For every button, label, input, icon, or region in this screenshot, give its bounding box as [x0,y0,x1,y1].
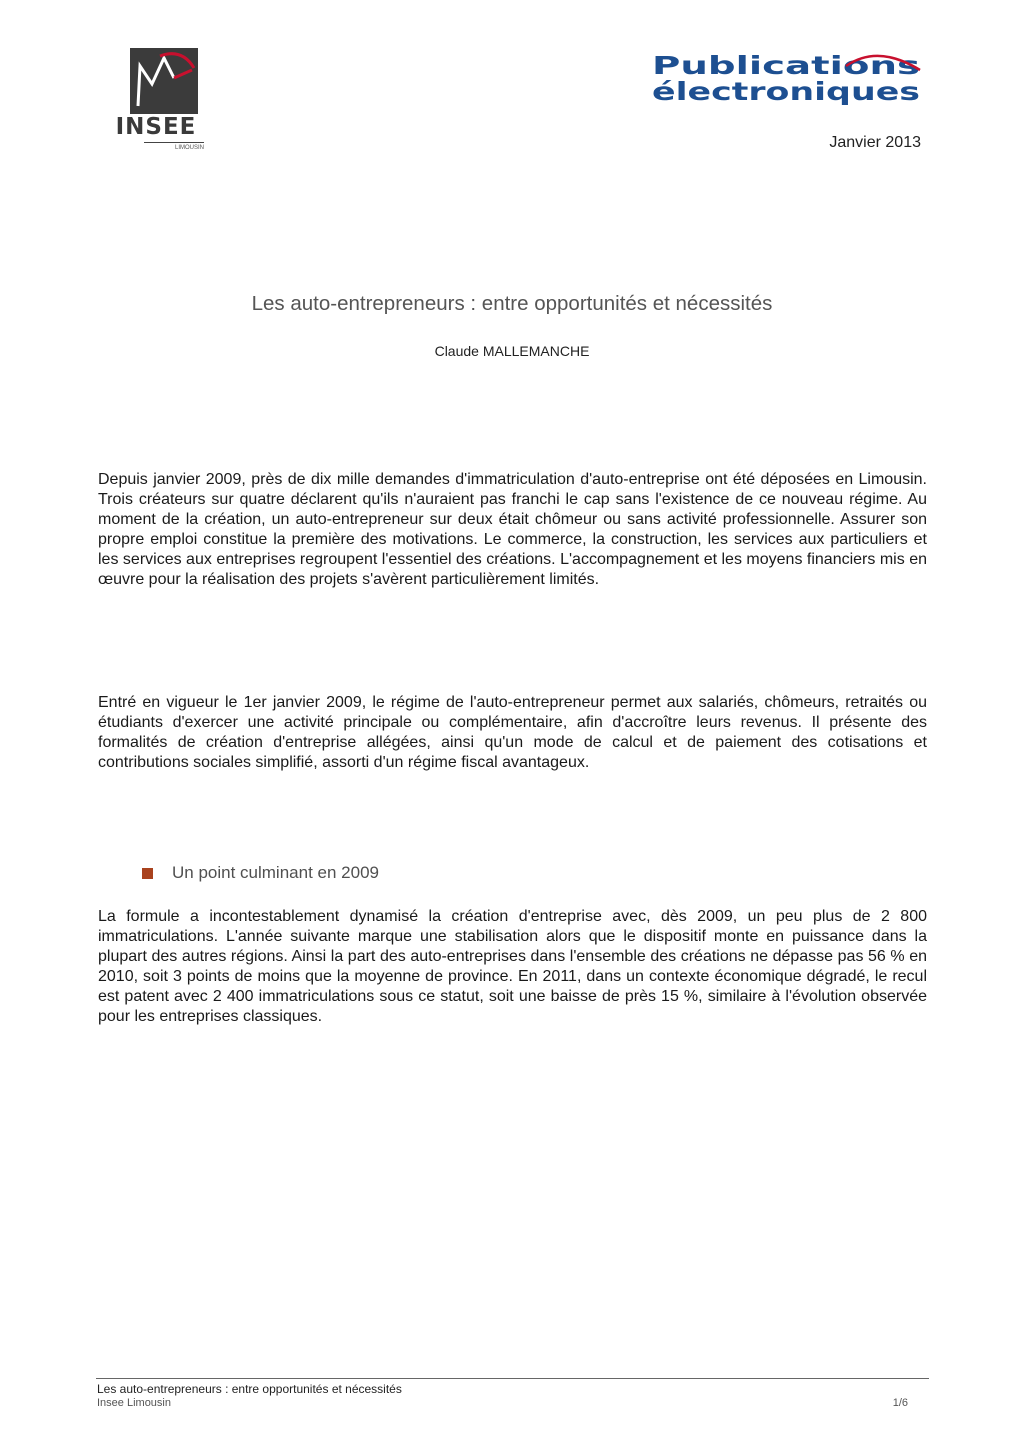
section-heading: Un point culminant en 2009 [172,863,379,882]
insee-logo-region: LIMOUSIN [144,142,204,151]
insee-logo-graphic [130,48,198,114]
article-title: Les auto-entrepreneurs : entre opportunités et nécessités [251,292,773,315]
intro-paragraph: Entré en vigueur le 1er janvier 2009, le régime de l'auto-entrepreneur permet aux salariés, chômeurs, retraités ou étudiants d'exercer une activité principale ou complémentaire, afin d'accroître leurs revenus. Il présente des formalités de création d'entreprise allégées, ainsi qu'un mode de calcul et de paiement des cotisations et contributions sociales simplifié, assorti d'un régime fiscal avantageux. [98,694,927,771]
footer-title: Les auto-entrepreneurs : entre opportunités et nécessités [97,1382,402,1396]
publication-date: Janvier 2013 [829,134,921,151]
page-number: 1/6 [892,1397,908,1409]
insee-logo-mark [130,48,198,114]
insee-logo [104,46,204,156]
publications-logo-line1: Publications [652,51,920,80]
summary-paragraph: Depuis janvier 2009, près de dix mille demandes d'immatriculation d'auto-entreprise ont été déposées en Limousin. Trois créateurs sur quatre déclarent qu'ils n'auraient pas franchi le cap sans l'existence de ce nouveau régime. Au moment de la création, un auto-entrepreneur sur deux était chômeur ou sans activité professionnelle. Assurer son propre emploi constitue la première des motivations. Le commerce, la construction, les services aux particuliers et les services aux entreprises regroupent l'essentiel des créations. L'accompagnement et les moyens financiers mis en œuvre pour la réalisation des projets s'avèrent particulièrement limités. [98,471,927,588]
publications-electroniques-logo [650,50,925,106]
square-bullet-icon [142,868,153,879]
section-paragraph: La formule a incontestablement dynamisé la création d'entreprise avec, dès 2009, un peu plus de 2 800 immatriculations. L'année suivante marque une stabilisation alors que le dispositif monte en puissance dans la plupart des autres régions. Ainsi la part des auto-entreprises dans l'ensemble des créations ne dépasse pas 56 % en 2010, soit 3 points de moins que la moyenne de province. En 2011, dans un contexte économique dégradé, le recul est patent avec 2 400 immatriculations sous ce statut, soit une baisse de près 15 %, similaire à l'évolution observée pour les entreprises classiques. [98,908,927,1025]
footer-divider [96,1378,929,1379]
insee-logo-word: INSEE [115,114,197,140]
article-author: Claude MALLEMANCHE [434,343,590,359]
publications-logo-line2: électroniques [652,77,920,106]
footer-organization: Insee Limousin [97,1397,171,1409]
publications-logo-graphic [650,50,925,106]
section-heading-row [142,862,379,884]
